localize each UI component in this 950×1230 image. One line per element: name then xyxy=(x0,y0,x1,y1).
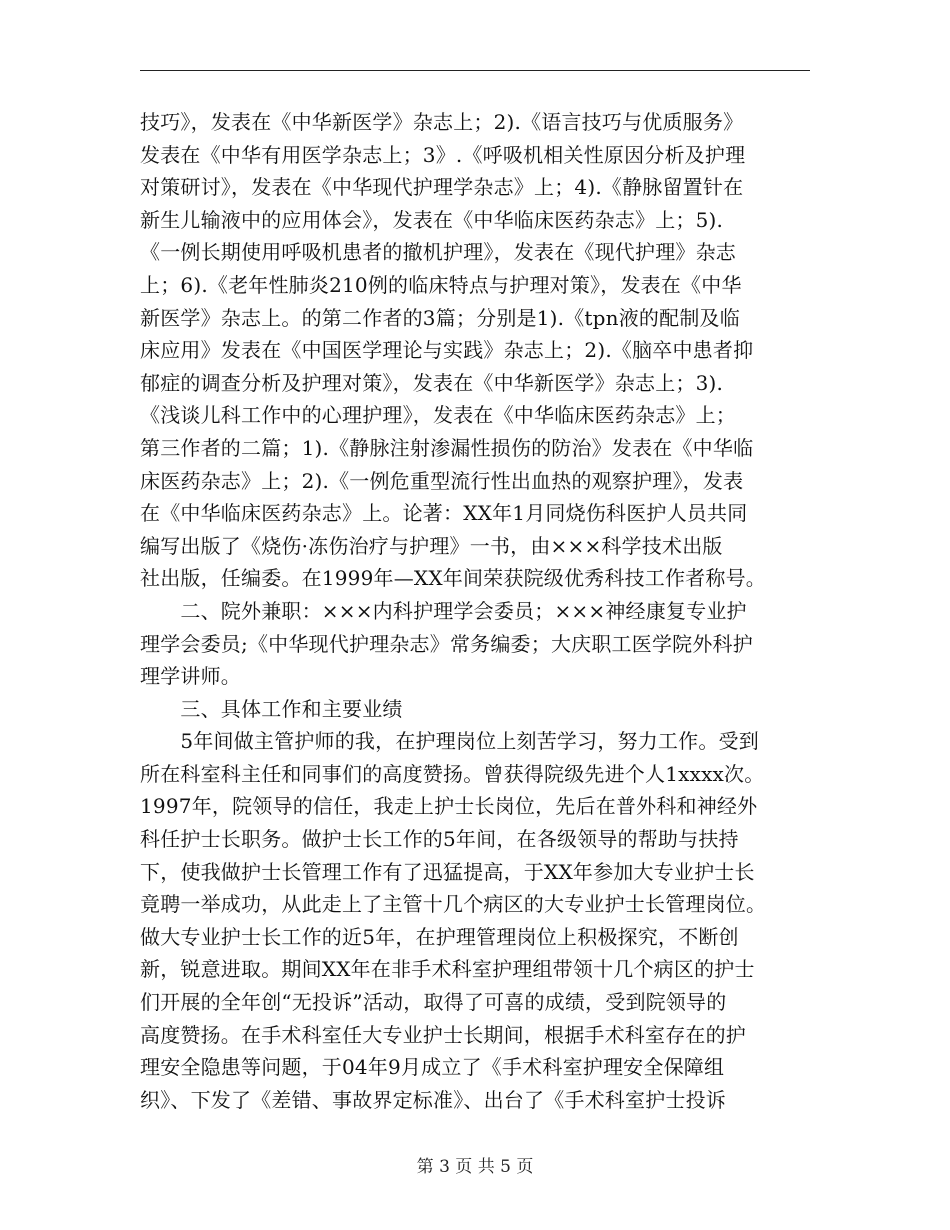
text-line: 新医学》杂志上。的第二作者的3篇；分别是1).《tpn液的配制及临 xyxy=(140,305,740,330)
text-line: 1997年，院领导的信任，我走上护士长岗位，先后在普外科和神经外 xyxy=(140,794,758,819)
text-line: 新，锐意进取。期间XX年在非手术科室护理组带领十几个病区的护士 xyxy=(140,957,755,982)
text-line: 编写出版了《烧伤·冻伤治疗与护理》一书，由×××科学技术出版 xyxy=(140,533,723,558)
text-line: 床应用》发表在《中国医学理论与实践》杂志上；2).《脑卒中患者抑 xyxy=(140,338,754,363)
text-line: 技巧》，发表在《中华新医学》杂志上；2).《语言技巧与优质服务》 xyxy=(140,110,744,134)
text-line: 床医药杂志》上；2).《一例危重型流行性出血热的观察护理》，发表 xyxy=(140,468,744,493)
text-line: 《浅谈儿科工作中的心理护理》，发表在《中华临床医药杂志》上； xyxy=(140,403,736,428)
section-heading: 三、具体工作和主要业绩 xyxy=(140,696,403,721)
text-line: 5年间做主管护师的我，在护理岗位上刻苦学习，努力工作。受到 xyxy=(140,729,759,754)
text-line: 社出版，任编委。在1999年—XX年间荣获院级优秀科技工作者称号。 xyxy=(140,566,766,591)
text-line: 下，使我做护士长管理工作有了迅猛提高，于XX年参加大专业护士长 xyxy=(140,859,755,884)
text-line: 们开展的全年创“无投诉”活动，取得了可喜的成绩，受到院领导的 xyxy=(140,990,727,1015)
text-line: 科任护士长职务。做护士长工作的5年间，在各级领导的帮助与扶持 xyxy=(140,827,739,852)
text-line: 理安全隐患等问题，于04年9月成立了《手术科室护理安全保障组 xyxy=(140,1055,725,1080)
text-line: 理学讲师。 xyxy=(140,664,241,689)
text-line: 第三作者的二篇；1).《静脉注射渗漏性损伤的防治》发表在《中华临 xyxy=(140,435,754,460)
text-line: 新生儿输液中的应用体会》，发表在《中华临床医药杂志》上；5). xyxy=(140,207,724,232)
text-line: 发表在《中华有用医学杂志上；3》.《呼吸机相关性原因分析及护理 xyxy=(140,142,746,167)
text-line: 上；6).《老年性肺炎210例的临床特点与护理对策》，发表在《中华 xyxy=(140,272,742,297)
text-line: 做大专业护士长工作的近5年，在护理管理岗位上积极探究，不断创 xyxy=(140,924,739,949)
text-line: 织》、下发了《差错、事故界定标准》、出台了《手术科室护士投诉 xyxy=(140,1087,726,1112)
text-line: 所在科室科主任和同事们的高度赞扬。曾获得院级先进个人1xxxx次。 xyxy=(140,761,765,786)
text-line: 二、院外兼职：×××内科护理学会委员；×××神经康复专业护 xyxy=(140,598,747,623)
header-rule xyxy=(140,70,810,71)
text-line: 郁症的调查分析及护理对策》，发表在《中华新医学》杂志上；3). xyxy=(140,370,724,395)
text-line: 《一例长期使用呼吸机患者的撤机护理》，发表在《现代护理》杂志 xyxy=(140,240,736,265)
text-line: 理学会委员;《中华现代护理杂志》常务编委；大庆职工医学院外科护 xyxy=(140,631,753,656)
text-line: 高度赞扬。在手术科室任大专业护士长期间，根据手术科室存在的护 xyxy=(140,1022,746,1047)
page-number: 第 3 页 共 5 页 xyxy=(416,1157,534,1177)
text-line: 竟聘一举成功，从此走上了主管十几个病区的大专业护士长管理岗位。 xyxy=(140,892,767,917)
text-line: 对策研讨》，发表在《中华现代护理学杂志》上；4).《静脉留置针在 xyxy=(140,175,744,200)
document-body xyxy=(140,106,810,1116)
text-line: 在《中华临床医药杂志》上。论著：XX年1月同烧伤科医护人员共同 xyxy=(140,501,748,526)
